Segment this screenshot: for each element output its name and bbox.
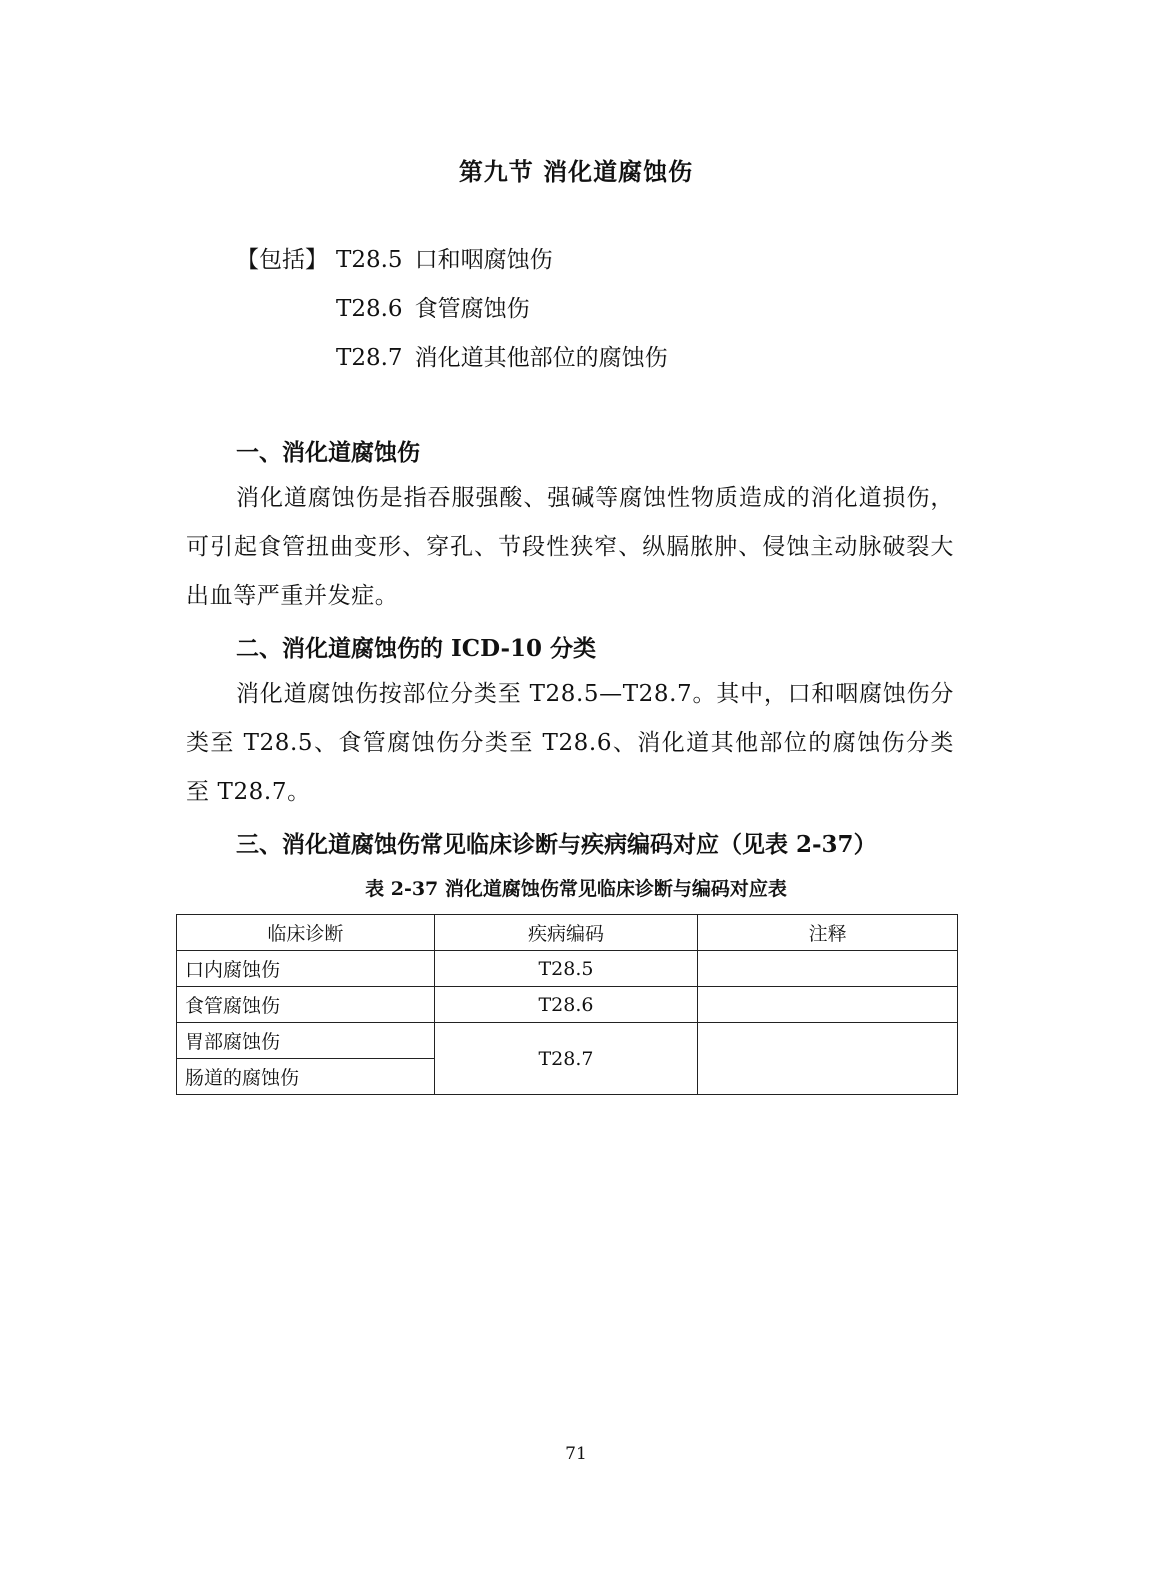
diagnosis-cell: 口内腐蚀伤 xyxy=(177,951,435,987)
note-cell xyxy=(698,987,958,1023)
include-row xyxy=(236,334,668,383)
paragraph-2: 消化道腐蚀伤按部位分类至 T28.5—T28.7。其中，口和咽腐蚀伤分类至 T28.5、食管腐蚀伤分类至 T28.6、消化道其他部位的腐蚀伤分类至 T28.7。 xyxy=(186,681,954,805)
note-cell xyxy=(698,951,958,987)
note-cell-merged xyxy=(698,1023,958,1095)
code-cell: T28.5 xyxy=(434,951,698,987)
table-row xyxy=(177,951,958,987)
header-diagnosis: 临床诊断 xyxy=(177,915,435,951)
include-code: T28.5 xyxy=(336,247,403,273)
header-note: 注释 xyxy=(698,915,958,951)
diagnosis-code-table xyxy=(176,914,958,1095)
includes-block xyxy=(236,236,668,383)
include-row xyxy=(236,285,668,334)
table-row xyxy=(177,1023,958,1059)
include-code: T28.7 xyxy=(336,345,403,371)
includes-label: 【包括】 xyxy=(236,247,328,273)
table-row xyxy=(177,987,958,1023)
include-code: T28.6 xyxy=(336,296,403,322)
section-title: 第九节 消化道腐蚀伤 xyxy=(458,157,694,186)
include-text: 食管腐蚀伤 xyxy=(414,296,530,322)
header-code: 疾病编码 xyxy=(434,915,698,951)
diagnosis-cell: 食管腐蚀伤 xyxy=(177,987,435,1023)
heading-2: 二、消化道腐蚀伤的 ICD-10 分类 xyxy=(236,635,597,662)
heading-1: 一、消化道腐蚀伤 xyxy=(236,439,420,466)
table-caption: 表 2-37 消化道腐蚀伤常见临床诊断与编码对应表 xyxy=(365,878,787,900)
paragraph-1: 消化道腐蚀伤是指吞服强酸、强碱等腐蚀性物质造成的消化道损伤，可引起食管扭曲变形、穿孔、节段性狭窄、纵膈脓肿、侵蚀主动脉破裂大出血等严重并发症。 xyxy=(186,485,954,609)
table-header-row xyxy=(177,915,958,951)
include-row xyxy=(236,236,668,285)
code-cell-merged: T28.7 xyxy=(434,1023,698,1095)
heading-3: 三、消化道腐蚀伤常见临床诊断与疾病编码对应（见表 2-37） xyxy=(236,831,877,858)
diagnosis-cell: 胃部腐蚀伤 xyxy=(177,1023,435,1059)
page-number: 71 xyxy=(565,1444,587,1464)
include-text: 口和咽腐蚀伤 xyxy=(414,247,553,273)
include-text: 消化道其他部位的腐蚀伤 xyxy=(414,345,668,371)
diagnosis-cell: 肠道的腐蚀伤 xyxy=(177,1059,435,1095)
code-cell: T28.6 xyxy=(434,987,698,1023)
